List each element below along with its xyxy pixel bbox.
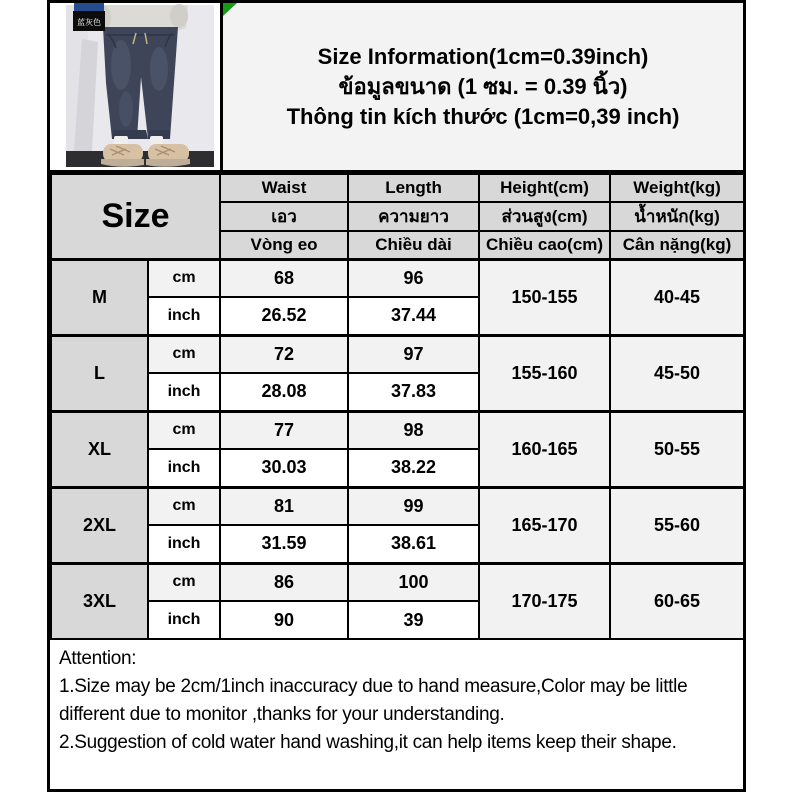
unit-inch: inch: [148, 449, 220, 487]
length-cm-value: 99: [348, 487, 479, 525]
col-length-vi: Chiều dài: [348, 231, 479, 259]
col-height-en: Height(cm): [479, 174, 610, 202]
title-vietnamese: Thông tin kích thước (1cm=0,39 inch): [286, 103, 680, 129]
unit-cm: cm: [148, 487, 220, 525]
height-range: 155-160: [479, 335, 610, 411]
length-inch-value: 37.83: [348, 373, 479, 411]
size-label-l: L: [51, 335, 148, 411]
unit-cm: cm: [148, 563, 220, 601]
waist-inch-value: 26.52: [220, 297, 348, 335]
col-waist-en: Waist: [220, 174, 348, 202]
unit-cm: cm: [148, 335, 220, 373]
weight-range: 40-45: [610, 259, 744, 335]
unit-cm: cm: [148, 259, 220, 297]
waist-cm-value: 77: [220, 411, 348, 449]
length-inch-value: 38.22: [348, 449, 479, 487]
length-cm-value: 97: [348, 335, 479, 373]
tag-top: [74, 3, 104, 11]
height-range: 170-175: [479, 563, 610, 639]
unit-inch: inch: [148, 373, 220, 411]
col-waist-vi: Vòng eo: [220, 231, 348, 259]
waist-inch-value: 30.03: [220, 449, 348, 487]
title-english: Size Information(1cm=0.39inch): [317, 43, 649, 69]
col-length-en: Length: [348, 174, 479, 202]
unit-inch: inch: [148, 297, 220, 335]
weight-range: 55-60: [610, 487, 744, 563]
col-weight-en: Weight(kg): [610, 174, 744, 202]
height-range: 150-155: [479, 259, 610, 335]
size-label-2xl: 2XL: [51, 487, 148, 563]
size-label-m: M: [51, 259, 148, 335]
size-chart-sheet: [47, 0, 746, 792]
length-inch-value: 38.61: [348, 525, 479, 563]
size-corner-cell: Size: [51, 174, 220, 259]
attention-title: Attention:: [59, 648, 137, 669]
waist-cm-value: 68: [220, 259, 348, 297]
jeans-model-illustration: [50, 3, 223, 170]
attention-notes: [50, 640, 743, 789]
waist-inch-value: 31.59: [220, 525, 348, 563]
attention-note-2: 2.Suggestion of cold water hand washing,it can help items keep their shape.: [59, 732, 677, 753]
weight-range: 60-65: [610, 563, 744, 639]
size-info-header: [223, 3, 743, 170]
length-cm-value: 96: [348, 259, 479, 297]
waist-cm-value: 86: [220, 563, 348, 601]
waist-inch-value: 90: [220, 601, 348, 639]
waist-cm-value: 81: [220, 487, 348, 525]
unit-cm: cm: [148, 411, 220, 449]
height-range: 165-170: [479, 487, 610, 563]
top-section: [50, 3, 743, 173]
height-range: 160-165: [479, 411, 610, 487]
col-height-th: ส่วนสูง(cm): [479, 202, 610, 231]
waist-inch-value: 28.08: [220, 373, 348, 411]
size-label-xl: XL: [51, 411, 148, 487]
weight-range: 50-55: [610, 411, 744, 487]
green-corner-marker: [223, 3, 237, 16]
unit-inch: inch: [148, 601, 220, 639]
weight-range: 45-50: [610, 335, 744, 411]
size-label-3xl: 3XL: [51, 563, 148, 639]
color-tag-label: 蓝灰色: [77, 18, 101, 27]
length-inch-value: 37.44: [348, 297, 479, 335]
attention-note-1: 1.Size may be 2cm/1inch inaccuracy due to hand measure,Color may be little different due to monitor ,thanks for your understanding.: [59, 676, 688, 725]
size-table: [50, 173, 745, 640]
title-thai: ข้อมูลขนาด (1 ซม. = 0.39 นิ้ว): [338, 73, 628, 99]
col-waist-th: เอว: [220, 202, 348, 231]
col-length-th: ความยาว: [348, 202, 479, 231]
length-cm-value: 100: [348, 563, 479, 601]
unit-inch: inch: [148, 525, 220, 563]
col-height-vi: Chiều cao(cm): [479, 231, 610, 259]
product-photo: [50, 3, 223, 170]
col-weight-th: น้ำหนัก(kg): [610, 202, 744, 231]
col-weight-vi: Cân nặng(kg): [610, 231, 744, 259]
length-cm-value: 98: [348, 411, 479, 449]
waist-cm-value: 72: [220, 335, 348, 373]
length-inch-value: 39: [348, 601, 479, 639]
